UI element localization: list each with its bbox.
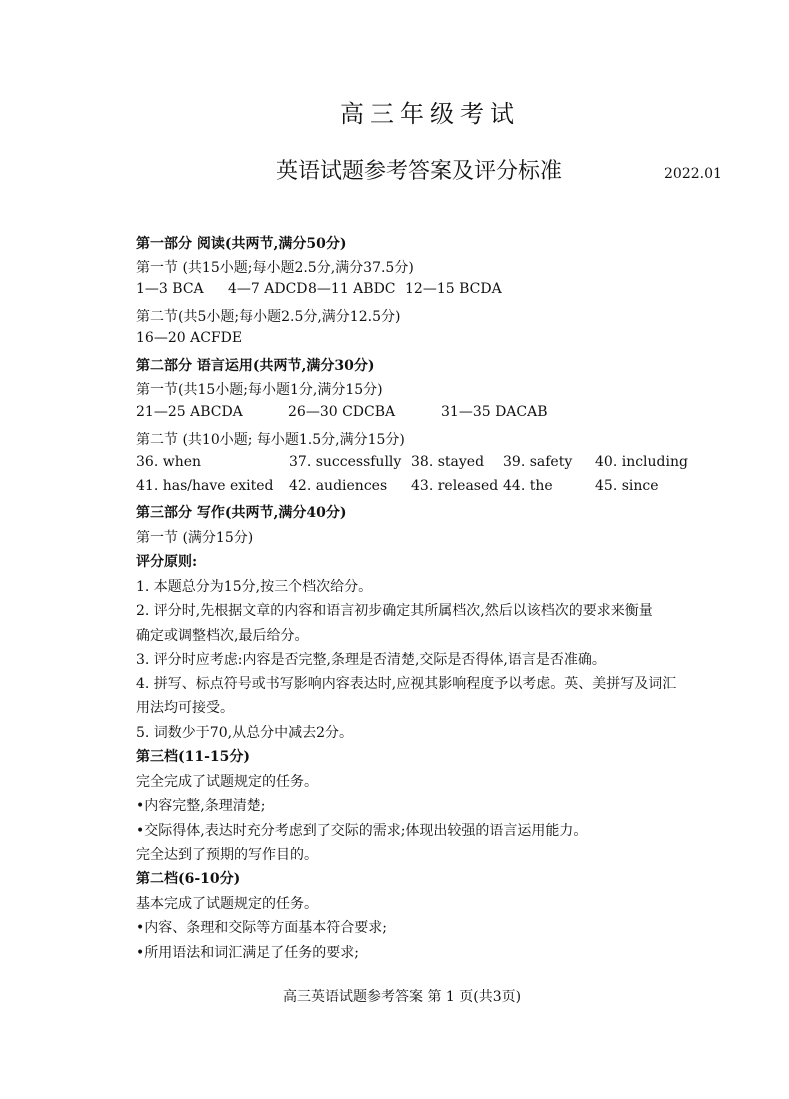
answer-group: 31—35 DACAB xyxy=(441,404,548,420)
tier3-line: 完全完成了试题规定的任务。 xyxy=(136,774,318,790)
tier2-line: 基本完成了试题规定的任务。 xyxy=(136,896,318,912)
answer-item: 44. the xyxy=(503,478,553,494)
principle-line: 2. 评分时,先根据文章的内容和语言初步确定其所属档次,然后以该档次的要求来衡量 xyxy=(136,603,653,619)
answer-item: 39. safety xyxy=(503,454,573,470)
answer-item: 37. successfully xyxy=(289,454,402,470)
part3-heading: 第三部分 写作(共两节,满分40分) xyxy=(136,505,347,521)
answer-item: 41. has/have exited xyxy=(136,478,274,494)
answer-group: 16—20 ACFDE xyxy=(136,330,243,346)
answer-item: 38. stayed xyxy=(411,454,485,470)
answer-item: 42. audiences xyxy=(289,478,388,494)
part1-heading: 第一部分 阅读(共两节,满分50分) xyxy=(136,236,347,252)
tier2-line: •所用语法和词汇满足了任务的要求; xyxy=(136,945,359,961)
tier3-heading: 第三档(11-15分) xyxy=(136,749,251,765)
answer-group: 26—30 CDCBA xyxy=(288,404,396,420)
principle-line: 5. 词数少于70,从总分中减去2分。 xyxy=(136,725,353,741)
principle-line: 4. 拼写、标点符号或书写影响内容表达时,应视其影响程度予以考虑。英、美拼写及词汇 xyxy=(136,676,677,692)
part2-heading: 第二部分 语言运用(共两节,满分30分) xyxy=(136,358,375,374)
answer-group: 21—25 ABCDA xyxy=(136,404,243,420)
principle-line: 确定或调整档次,最后给分。 xyxy=(136,628,309,644)
part2-section2-heading: 第二节 (共10小题; 每小题1.5分,满分15分) xyxy=(136,432,405,448)
part2-section1-heading: 第一节(共15小题;每小题1分,满分15分) xyxy=(136,382,383,398)
answer-item: 43. released xyxy=(411,478,499,494)
answer-group: 4—7 ADCD xyxy=(228,281,308,297)
part3-section1-heading: 第一节 (满分15分) xyxy=(136,530,254,546)
principle-line: 用法均可接受。 xyxy=(136,700,234,716)
answer-item: 45. since xyxy=(595,478,659,494)
tier3-line: •交际得体,表达时充分考虑到了交际的需求;体现出较强的语言运用能力。 xyxy=(136,823,588,839)
answer-group: 12—15 BCDA xyxy=(405,281,502,297)
document-title: 高三年级考试 xyxy=(340,100,520,128)
tier2-heading: 第二档(6-10分) xyxy=(136,871,241,887)
answer-group: 1—3 BCA xyxy=(136,281,204,297)
answer-item: 36. when xyxy=(136,454,202,470)
tier3-line: •内容完整,条理清楚; xyxy=(136,798,266,814)
part1-section1-heading: 第一节 (共15小题;每小题2.5分,满分37.5分) xyxy=(136,260,414,276)
principles-heading: 评分原则: xyxy=(136,554,198,570)
answer-group: 8—11 ABDC xyxy=(308,281,396,297)
page-footer: 高三英语试题参考答案 第 1 页(共3页) xyxy=(283,989,522,1005)
tier2-line: •内容、条理和交际等方面基本符合要求; xyxy=(136,920,387,936)
part1-section2-heading: 第二节(共5小题;每小题2.5分,满分12.5分) xyxy=(136,309,401,325)
document-date: 2022.01 xyxy=(664,166,722,182)
answer-item: 40. including xyxy=(595,454,688,470)
principle-line: 3. 评分时应考虑:内容是否完整,条理是否清楚,交际是否得体,语言是否准确。 xyxy=(136,652,606,668)
tier3-line: 完全达到了预期的写作目的。 xyxy=(136,847,318,863)
document-subtitle: 英语试题参考答案及评分标准 xyxy=(276,159,563,184)
principle-line: 1. 本题总分为15分,按三个档次给分。 xyxy=(136,579,373,595)
